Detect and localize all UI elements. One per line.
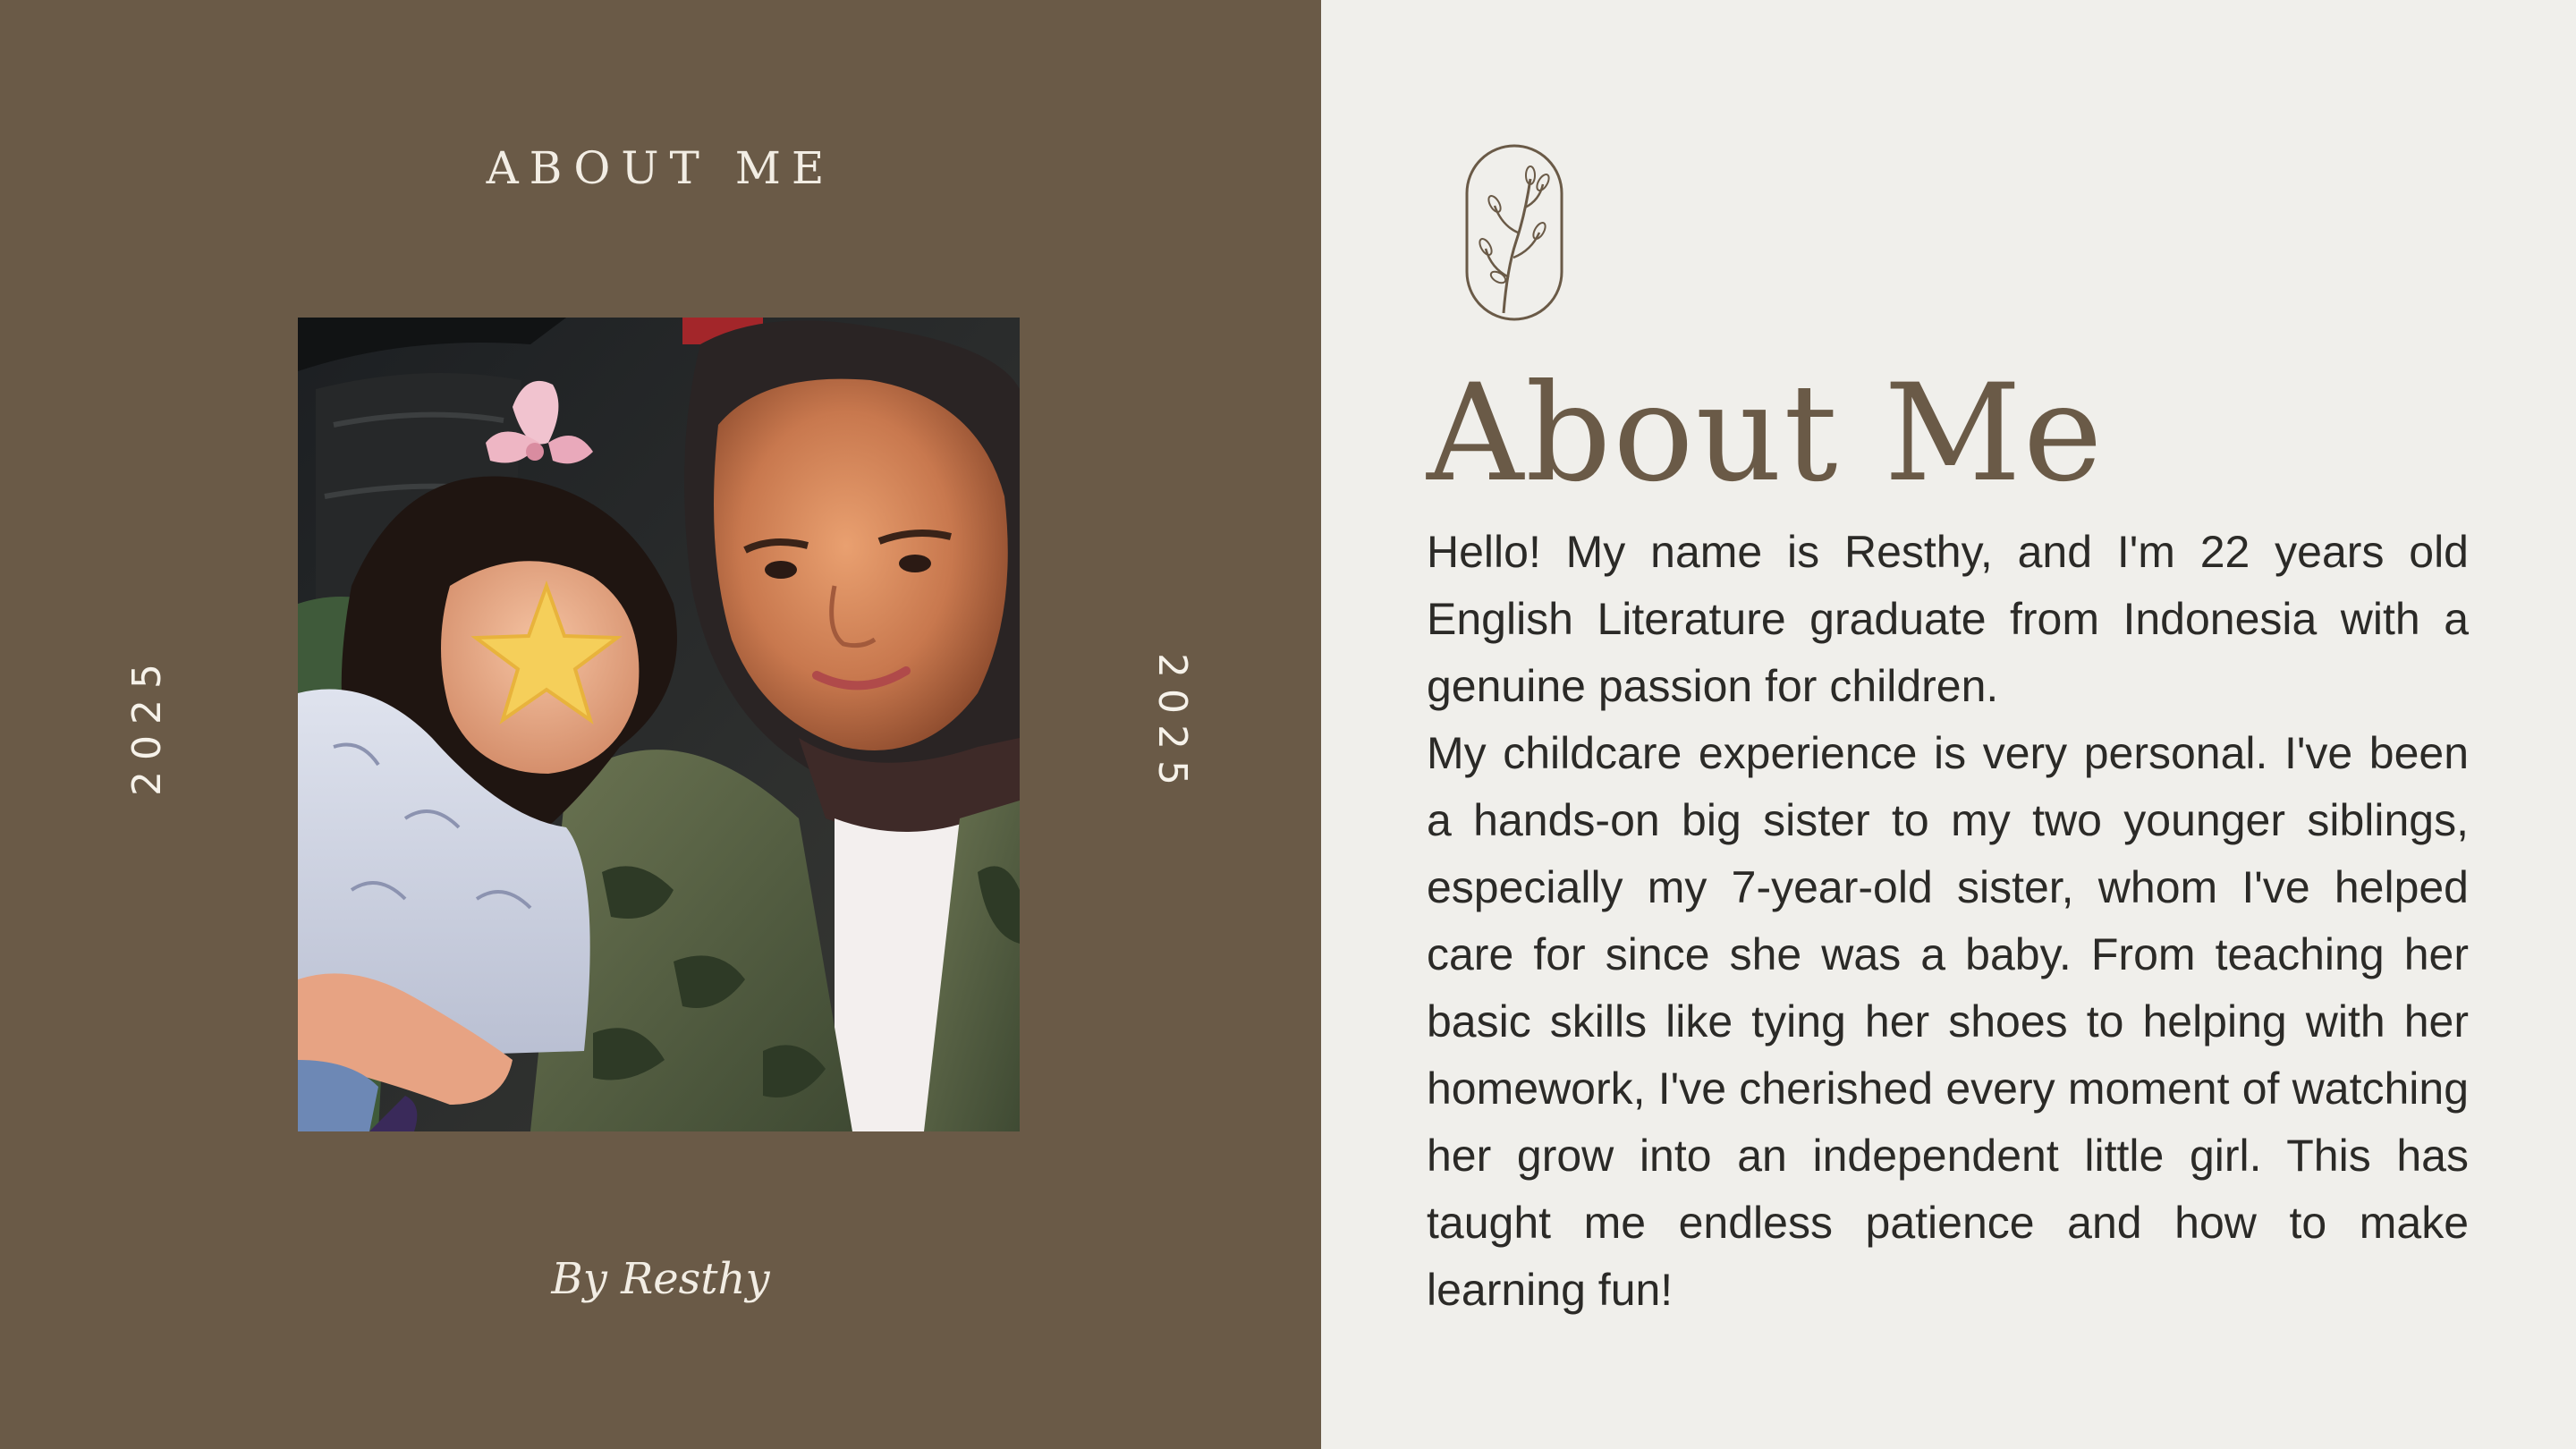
page-title: About Me <box>1427 356 2105 512</box>
year-label-left: 2025 <box>124 653 170 796</box>
portrait-photo <box>298 318 1020 1131</box>
intro-paragraph: Hello! My name is Resthy, and I'm 22 years old English Literature graduate from Indonesia with a genuine passion for children. <box>1427 527 2469 711</box>
section-kicker: ABOUT ME <box>486 142 835 194</box>
byline: By Resthy <box>551 1254 770 1304</box>
botanical-branch-icon <box>1464 143 1564 322</box>
about-body <box>1427 519 2469 1324</box>
experience-paragraph: My childcare experience is very personal. I've been a hands-on big sister to my two younger siblings, especially my 7-year-old sister, whom I've helped care for since she was a baby. From teaching her basic skills like tying her shoes to helping with her homework, I've cherished every moment of watching her grow into an independent little girl. This has taught me endless patience and how to make learning fun! <box>1427 728 2469 1315</box>
year-label-right: 2025 <box>1149 653 1195 796</box>
